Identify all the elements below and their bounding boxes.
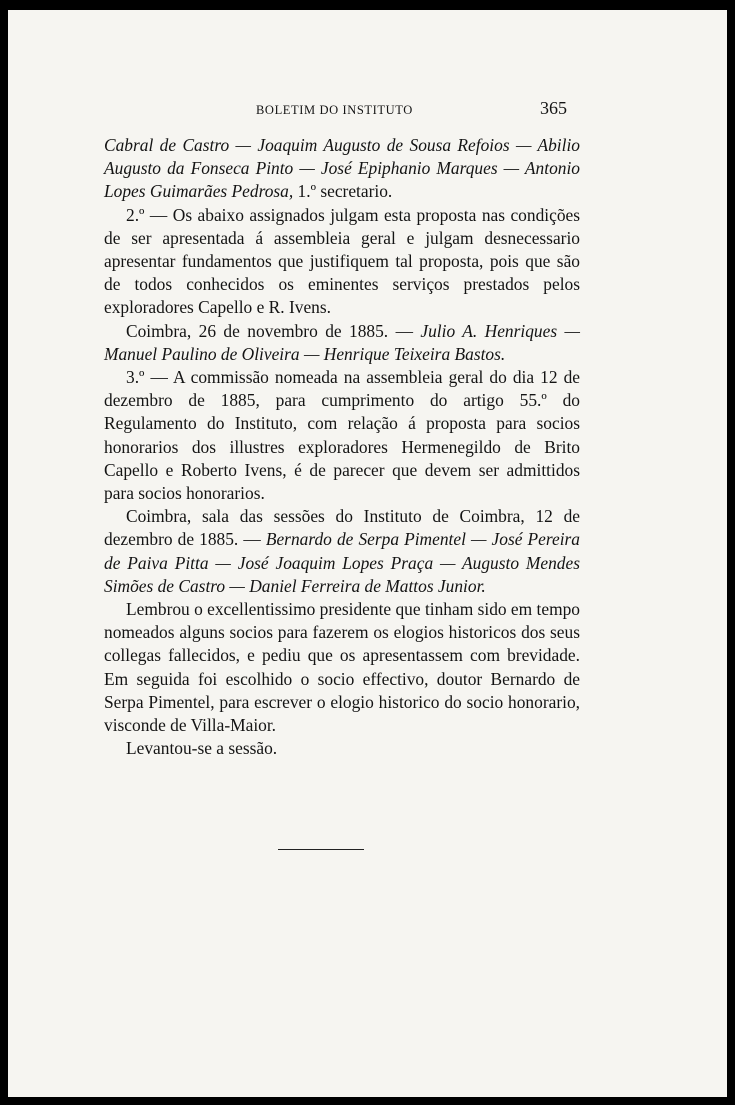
document-page <box>8 10 727 1097</box>
running-head: BOLETIM DO INSTITUTO <box>256 103 413 117</box>
signatures: Julio A. Henriques — Manuel Paulino de Oliveira — Henrique Teixeira Bastos. <box>104 320 580 364</box>
item-3-paragraph: 3.º — A commissão nomeada na assembleia geral do dia 12 de dezembro de 1885, para cumprimento do artigo 55.º do Regulamento do Instituto, com relação á proposta para socios honorarios dos illustres exploradores Hermenegildo de Brito Capello e Roberto Ivens, é de parecer que devem ser admittidos para socios honorarios. <box>104 367 580 504</box>
body-text <box>104 134 580 760</box>
page-number: 365 <box>540 98 567 118</box>
secretary-note: 1.º secretario. <box>293 181 393 202</box>
item-2-paragraph: 2.º — Os abaixo assignados julgam esta proposta nas condições de ser apresentada á assembleia geral e julgam desnecessario apresentar fundamentos que justifiquem tal proposta, pois que são de todos conhecidos os eminentes serviços prestados pelos exploradores Capello e R. Ivens. <box>104 204 580 318</box>
signatories-paragraph <box>104 134 580 204</box>
page-header <box>8 92 727 122</box>
date-paragraph-1 <box>104 320 580 366</box>
section-divider <box>278 849 364 850</box>
closing-paragraph: Levantou-se a sessão. <box>126 738 278 759</box>
remembrance-paragraph: Lembrou o excellentissimo presidente que tinham sido em tempo nomeados alguns socios para fazerem os elogios historicos dos seus collegas fallecidos, e pediu que os apresentassem com brevidade. Em seguida foi escolhido o socio effectivo, doutor Bernardo de Serpa Pimentel, para escrever o elogio historico do socio honorario, visconde de Villa-Maior. <box>104 599 580 736</box>
signatures: Cabral de Castro — Joaquim Augusto de Sousa Refoios — Abilio Augusto da Fonseca Pinto — José Epiphanio Marques — Antonio Lopes Guimarães Pedrosa, <box>104 135 580 202</box>
date-paragraph-2 <box>104 505 580 598</box>
signatures: Bernardo de Serpa Pimentel — José Pereira de Paiva Pitta — José Joaquim Lopes Praça — Augusto Mendes Simões de Castro — Daniel Ferreira de Mattos Junior. <box>104 529 580 596</box>
date-line: Coimbra, sala das sessões do Instituto de Coimbra, 12 de dezembro de 1885. — <box>104 506 580 550</box>
date-line: Coimbra, 26 de novembro de 1885. — <box>126 320 421 341</box>
